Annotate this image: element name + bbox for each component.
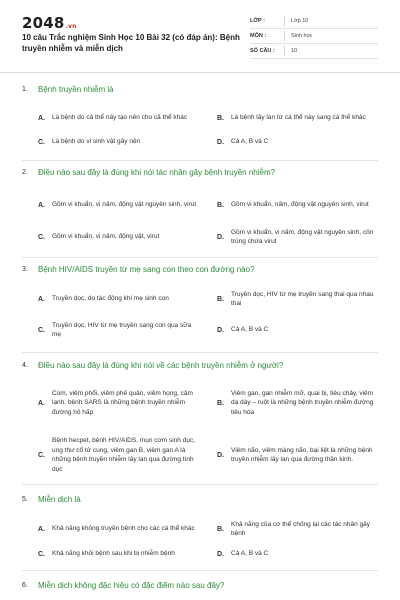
question-number: 6. [22,581,28,589]
question-1 [22,82,378,152]
logo-main-text: 2048 [22,14,65,32]
option-text: Bệnh hecpet, bệnh HIV/AIDS, mụn cơm sinh dục, ung thư cổ tử cung, viêm gan B, viêm gan A là những bệnh truyền nhiễm lây lan qua đường tình dục [52,437,196,473]
option-letter: B. [217,525,224,533]
question-2 [22,165,378,251]
option-text: Gồm vi khuẩn, vi nấm, động vật nguyên sinh, côn trùng chứa virut [231,228,374,245]
option-b[interactable] [217,104,378,132]
option-b[interactable] [217,380,378,426]
question-number: 3. [22,265,28,273]
option-a[interactable] [38,187,199,223]
option-letter: C. [38,326,45,334]
meta-row-subject [250,29,378,44]
meta-value: Sinh học [291,33,313,39]
meta-label: SỐ CÂU : [250,48,275,54]
question-number: 2. [22,168,28,176]
option-text: Cúm, viêm phổi, viêm phế quản, viêm họng, cảm lạnh, bệnh SARS là những bệnh truyền nhiễm đường hô hấp [52,389,193,416]
option-letter: C. [38,550,45,558]
option-d[interactable] [217,426,378,484]
question-separator [22,160,378,161]
document-meta [250,14,378,59]
option-letter: A. [38,525,45,533]
option-letter: B. [217,295,224,303]
option-letter: B. [217,399,224,407]
option-text: Cả A, B và C [231,550,269,558]
question-text[interactable]: Miễn dịch là [38,494,81,504]
question-6 [22,578,378,592]
option-c[interactable] [38,426,199,484]
question-text[interactable]: Bệnh truyền nhiễm là [38,84,114,94]
option-text: Viêm não, viêm màng não, bại liệt là những bệnh truyền nhiễm lây lan qua đường thần kinh. [231,446,373,463]
option-text: Truyền dọc, HIV từ mẹ truyền sang con qua sữa mẹ [52,321,192,338]
option-text: Cả A, B và C [231,326,269,334]
option-letter: D. [217,550,224,558]
header-divider [0,72,400,73]
document-title: 10 câu Trắc nghiệm Sinh Học 10 Bài 32 (có đáp án): Bệnh truyền nhiễm và miễn dịch [22,33,240,53]
question-number: 5. [22,495,28,503]
option-text: Là bệnh lây lan từ cá thể này sang cá thể khác [231,114,366,122]
question-4 [22,358,378,484]
site-logo[interactable] [22,14,77,32]
logo-suffix-text: .vn [65,23,77,30]
question-text[interactable]: Miễn dịch không đặc hiệu có đặc điểm nào sau đây? [38,580,225,590]
option-c[interactable] [38,132,199,152]
option-b[interactable] [217,514,378,544]
meta-row-class [250,14,378,29]
option-text: Cả A, B và C [231,138,269,146]
option-a[interactable] [38,514,199,544]
option-letter: A. [38,399,45,407]
question-number: 4. [22,361,28,369]
option-a[interactable] [38,284,199,314]
question-separator [22,352,378,353]
option-letter: B. [217,201,224,209]
option-c[interactable] [38,544,199,564]
option-d[interactable] [217,314,378,346]
option-letter: A. [38,295,45,303]
option-text: Gồm vi khuẩn, vi nấm, động vật, virut [52,233,160,241]
option-letter: A. [38,114,45,122]
meta-label: LỚP : [250,18,265,24]
option-b[interactable] [217,284,378,314]
meta-separator [284,16,285,26]
meta-label: MÔN : [250,33,267,39]
question-text[interactable]: Điều nào sau đây là đúng khi nói tác nhân gây bệnh truyền nhiễm? [38,167,276,177]
option-letter: B. [217,114,224,122]
option-a[interactable] [38,380,199,426]
question-text[interactable]: Điều nào sau đây là đúng khi nói về các bệnh truyền nhiễm ở người? [38,360,284,370]
question-5 [22,492,378,564]
question-separator [22,257,378,258]
page-header [0,0,400,70]
option-text: Là bệnh do vi sinh vật gây nên [52,138,141,146]
option-b[interactable] [217,187,378,223]
option-text: Viêm gan, gan nhiễm mỡ, quai bị, tiêu chảy, viêm dạ dày – ruột là những bệnh truyền nhiễm đường tiêu hóa [231,389,374,416]
option-text: Gồm vi khuẩn, vi nấm, động vật nguyên sinh, virut [52,201,197,209]
question-text[interactable]: Bệnh HIV/AIDS truyền từ mẹ sang con theo con đường nào? [38,264,255,274]
question-3 [22,262,378,346]
option-d[interactable] [217,223,378,251]
meta-separator [284,31,285,41]
option-text: Khả năng không truyền bệnh cho các cá thể khác [52,525,195,533]
option-letter: A. [38,201,45,209]
option-a[interactable] [38,104,199,132]
option-c[interactable] [38,314,199,346]
meta-value: 10 [291,48,298,54]
option-letter: D. [217,451,224,459]
option-text: Là bệnh do cả thể này tạo nên cho cả thể khác [52,114,188,122]
meta-row-count [250,44,378,59]
option-letter: C. [38,138,45,146]
meta-separator [284,46,285,56]
option-text: Truyền dọc, HIV từ mẹ truyền sang thai qua nhau thai [231,290,374,307]
option-text: Khả năng của cơ thể chống lại các tác nhân gây bệnh [231,520,371,537]
option-text: Gồm vi khuẩn, nấm, động vật nguyên sinh, virut [231,201,369,209]
option-letter: D. [217,233,224,241]
option-c[interactable] [38,223,199,251]
option-letter: D. [217,326,224,334]
question-number: 1. [22,85,28,93]
option-letter: C. [38,233,45,241]
question-separator [22,570,378,571]
option-letter: D. [217,138,224,146]
option-d[interactable] [217,132,378,152]
option-text: Truyền dọc, do tác động khi mẹ sinh con [52,295,169,303]
option-d[interactable] [217,544,378,564]
option-text: Khả năng khỏi bệnh sau khi bị nhiễm bệnh [52,550,175,558]
option-letter: C. [38,451,45,459]
question-separator [22,484,378,485]
meta-value: Lớp 10 [291,18,309,24]
